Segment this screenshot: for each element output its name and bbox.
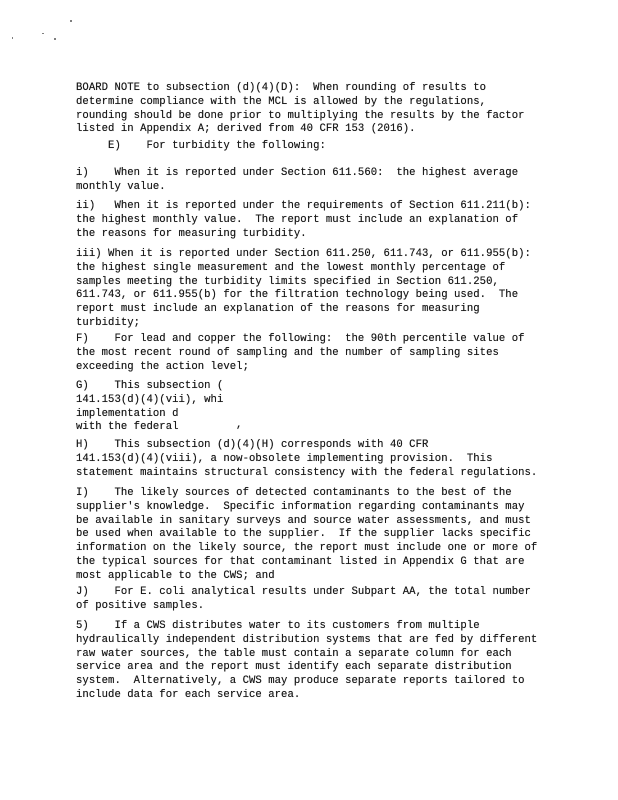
item-g xyxy=(76,380,536,435)
text-line: 141.153(d)(4)(viii), a now-obsolete implementing provision. This xyxy=(76,452,493,465)
scan-speck xyxy=(70,20,72,22)
text-line: H) This subsection (d)(4)(H) corresponds with 40 CFR xyxy=(76,439,429,451)
text-line: of positive samples. xyxy=(76,599,205,612)
text-line: rounding should be done prior to multiplying the results by the factor xyxy=(76,109,525,122)
text-line: F) For lead and copper the following: the 90th percentile value of xyxy=(76,333,525,345)
text-line: raw water sources, the table must contain a separate column for each xyxy=(76,647,512,660)
text-line: ii) When it is reported under the requirements of Section 611.211(b): xyxy=(76,200,531,212)
text-line: be used when available to the supplier. If the supplier lacks specific xyxy=(76,528,531,541)
text-line: the reasons for measuring turbidity. xyxy=(76,227,307,240)
text-line: report must include an explanation of the reasons for measuring xyxy=(76,303,480,316)
item-e-iii xyxy=(76,248,536,331)
item-h xyxy=(76,439,536,480)
text-line: supplier's knowledge. Specific information regarding contaminants may xyxy=(76,500,525,513)
scan-speck xyxy=(54,38,56,40)
text-line: with the federal xyxy=(76,421,179,434)
item-i xyxy=(76,487,536,584)
scan-speck xyxy=(42,33,44,34)
text-line: the highest single measurement and the lowest monthly percentage of xyxy=(76,261,506,274)
text-line: the most recent round of sampling and the number of sampling sites xyxy=(76,346,499,359)
text-line: exceeding the action level; xyxy=(76,360,249,373)
text-line: listed in Appendix A; derived from 40 CFR 153 (2016). xyxy=(76,123,416,136)
item-e xyxy=(76,140,536,154)
board-note xyxy=(76,82,536,137)
text-line: hydraulically independent distribution systems that are fed by different xyxy=(76,633,538,646)
item-f xyxy=(76,333,536,374)
text-line: I) The likely sources of detected contaminants to the best of the xyxy=(76,487,512,499)
item-j xyxy=(76,586,536,614)
text-line: BOARD NOTE to subsection (d)(4)(D): When rounding of results to xyxy=(76,82,487,94)
text-line: include data for each service area. xyxy=(76,688,301,701)
text-line: G) This subsection ( xyxy=(76,380,224,392)
text-line: samples meeting the turbidity limits specified in Section 611.250, xyxy=(76,275,499,288)
text-line: determine compliance with the MCL is allowed by the regulations, xyxy=(76,95,487,108)
text-line: 141.153(d)(4)(vii), whi xyxy=(76,393,224,406)
item-5 xyxy=(76,620,536,703)
text-line: statement maintains structural consistency with the federal regulations. xyxy=(76,466,538,479)
text-line: monthly value. xyxy=(76,180,166,193)
text-line: i) When it is reported under Section 611.560: the highest average xyxy=(76,167,519,179)
text-line: be available in sanitary surveys and source water assessments, and must xyxy=(76,514,531,527)
text-line: most applicable to the CWS; and xyxy=(76,569,275,582)
item-g-fragment: , xyxy=(236,419,243,431)
text-line: E) For turbidity the following: xyxy=(76,140,326,152)
item-e-i xyxy=(76,167,536,195)
text-line: the highest monthly value. The report must include an explanation of xyxy=(76,213,519,226)
scan-speck xyxy=(12,37,13,39)
text-line: system. Alternatively, a CWS may produce separate reports tailored to xyxy=(76,675,525,688)
text-line: J) For E. coli analytical results under Subpart AA, the total number xyxy=(76,586,531,598)
text-line: the typical sources for that contaminant listed in Appendix G that are xyxy=(76,555,525,568)
item-e-ii xyxy=(76,200,536,241)
text-line: iii) When it is reported under Section 611.250, 611.743, or 611.955(b): xyxy=(76,248,531,260)
text-line: information on the likely source, the report must include one or more of xyxy=(76,542,538,555)
text-line: turbidity; xyxy=(76,316,141,329)
text-line: service area and the report must identify each separate distribution xyxy=(76,661,512,674)
text-line: implementation d xyxy=(76,407,179,420)
text-line: 611.743, or 611.955(b) for the filtration technology being used. The xyxy=(76,289,519,302)
text-line: 5) If a CWS distributes water to its customers from multiple xyxy=(76,620,480,632)
